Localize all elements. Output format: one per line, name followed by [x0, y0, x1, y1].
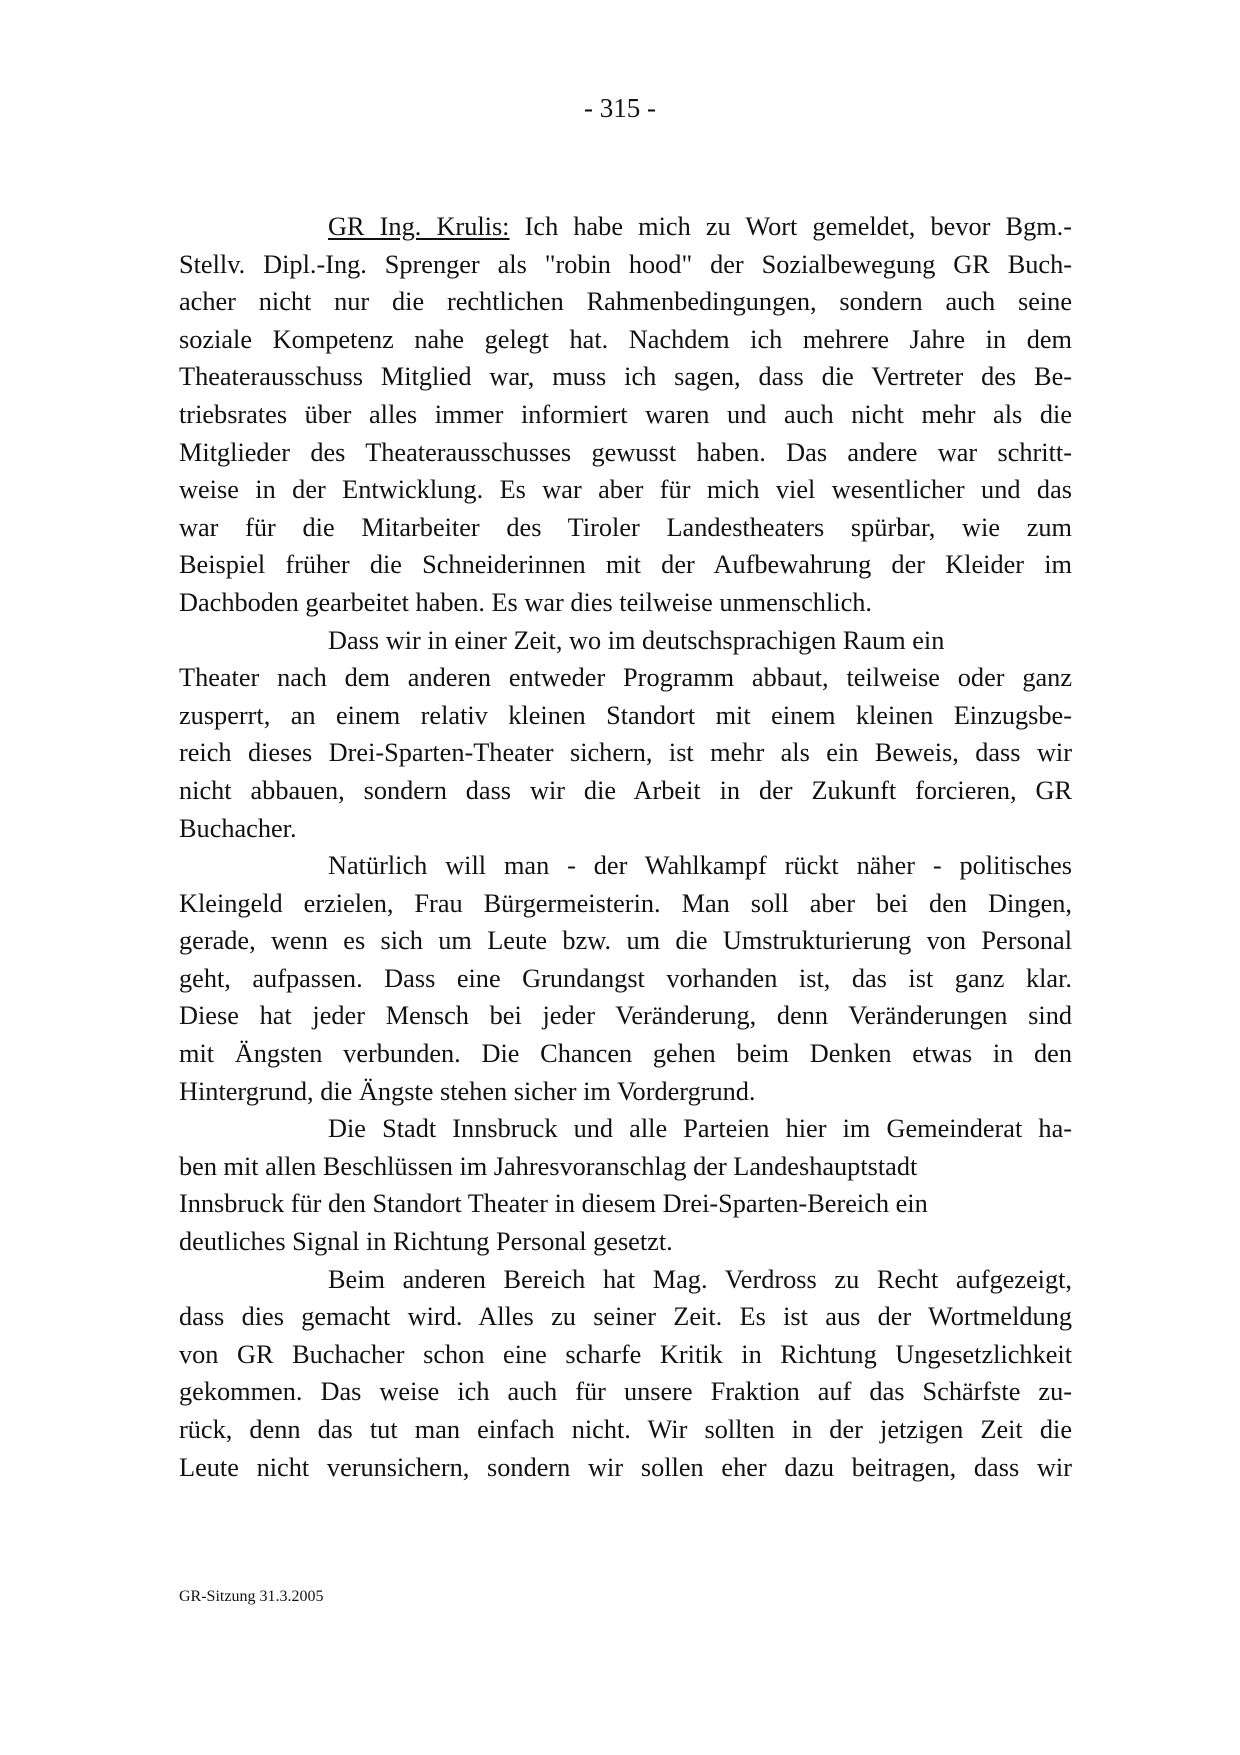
paragraph-4-line-4: deutliches Signal in Richtung Personal gesetzt. — [179, 1227, 673, 1257]
paragraph-5-line-2: dass dies gemacht wird. Alles zu seiner Zeit. Es ist aus der Wortmeldung — [179, 1302, 1072, 1332]
paragraph-5-line-5: rück, denn das tut man einfach nicht. Wir sollten in der jetzigen Zeit die — [179, 1415, 1072, 1444]
paragraph-2-line-1: Dass wir in einer Zeit, wo im deutschsprachigen Raum ein — [328, 625, 945, 655]
paragraph-2-line-3: zusperrt, an einem relativ kleinen Standort mit einem kleinen Einzugsbe- — [179, 700, 1072, 730]
paragraph-1-line-7: Mitglieder des Theaterausschusses gewusst haben. Das andere war schritt- — [179, 437, 1072, 467]
paragraph-1-line-4: soziale Kompetenz nahe gelegt hat. Nachdem ich mehrere Jahre in dem — [179, 324, 1072, 354]
paragraph-3-line-4: geht, aufpassen. Dass eine Grundangst vorhanden ist, das ist ganz klar. — [179, 963, 1072, 993]
speaker-name: GR Ing. Krulis: — [328, 212, 510, 241]
paragraph-5-line-4: gekommen. Das weise ich auch für unsere Fraktion auf das Schärfste zu- — [179, 1377, 1072, 1407]
paragraph-2-line-2: Theater nach dem anderen entweder Programm abbaut, teilweise oder ganz — [179, 663, 1072, 693]
paragraph-1-line-3: acher nicht nur die rechtlichen Rahmenbedingungen, sondern auch seine — [179, 287, 1072, 317]
paragraph-1-line-9: war für die Mitarbeiter des Tiroler Landestheaters spürbar, wie zum — [179, 512, 1072, 542]
paragraph-3-line-2: Kleingeld erzielen, Frau Bürgermeisterin. Man soll aber bei den Dingen, — [179, 888, 1072, 918]
paragraph-1-line-1: GR Ing. Krulis: Ich habe mich zu Wort gemeldet, bevor Bgm.- — [328, 212, 1073, 241]
paragraph-3-line-7: Hintergrund, die Ängste stehen sicher im Vordergrund. — [179, 1076, 756, 1106]
paragraph-5-line-3: von GR Buchacher schon eine scharfe Kritik in Richtung Ungesetzlichkeit — [179, 1339, 1072, 1369]
paragraph-2-line-5: nicht abbauen, sondern dass wir die Arbeit in der Zukunft forcieren, GR — [179, 775, 1072, 805]
paragraph-2-line-4: reich dieses Drei-Sparten-Theater sichern, ist mehr als ein Beweis, dass wir — [179, 738, 1072, 768]
paragraph-1-line-5: Theaterausschuss Mitglied war, muss ich sagen, dass die Vertreter des Be- — [179, 362, 1072, 392]
body-text — [179, 208, 1072, 1486]
paragraph-2-line-6: Buchacher. — [179, 813, 297, 843]
footer-session-date: GR-Sitzung 31.3.2005 — [179, 1588, 324, 1605]
paragraph-1-line-8: weise in der Entwicklung. Es war aber für mich viel wesentlicher und das — [179, 475, 1072, 505]
paragraph-4-line-3: Innsbruck für den Standort Theater in diesem Drei-Sparten-Bereich ein — [179, 1189, 928, 1219]
paragraph-1-line-10: Beispiel früher die Schneiderinnen mit der Aufbewahrung der Kleider im — [179, 550, 1072, 580]
paragraph-3-line-5: Diese hat jeder Mensch bei jeder Veränderung, denn Veränderungen sind — [179, 1001, 1072, 1031]
page-number: - 315 - — [584, 93, 656, 123]
paragraph-1-line-2: Stellv. Dipl.-Ing. Sprenger als "robin hood" der Sozialbewegung GR Buch- — [179, 249, 1072, 279]
paragraph-5-line-1: Beim anderen Bereich hat Mag. Verdross zu Recht aufgezeigt, — [328, 1264, 1072, 1294]
paragraph-4-line-1: Die Stadt Innsbruck und alle Parteien hier im Gemeinderat ha- — [328, 1114, 1072, 1144]
paragraph-4-line-2: ben mit allen Beschlüssen im Jahresvoranschlag der Landeshauptstadt — [179, 1151, 918, 1181]
paragraph-3-line-3: gerade, wenn es sich um Leute bzw. um die Umstrukturierung von Personal — [179, 926, 1072, 956]
paragraph-3-line-6: mit Ängsten verbunden. Die Chancen gehen beim Denken etwas in den — [179, 1039, 1072, 1069]
paragraph-1-line-11: Dachboden gearbeitet haben. Es war dies teilweise unmenschlich. — [179, 587, 872, 617]
paragraph-5-line-6: Leute nicht verunsichern, sondern wir sollen eher dazu beitragen, dass wir — [179, 1452, 1072, 1482]
paragraph-3-line-1: Natürlich will man - der Wahlkampf rückt näher - politisches — [328, 851, 1072, 881]
paragraph-1-line-6: triebsrates über alles immer informiert waren und auch nicht mehr als die — [179, 399, 1072, 429]
